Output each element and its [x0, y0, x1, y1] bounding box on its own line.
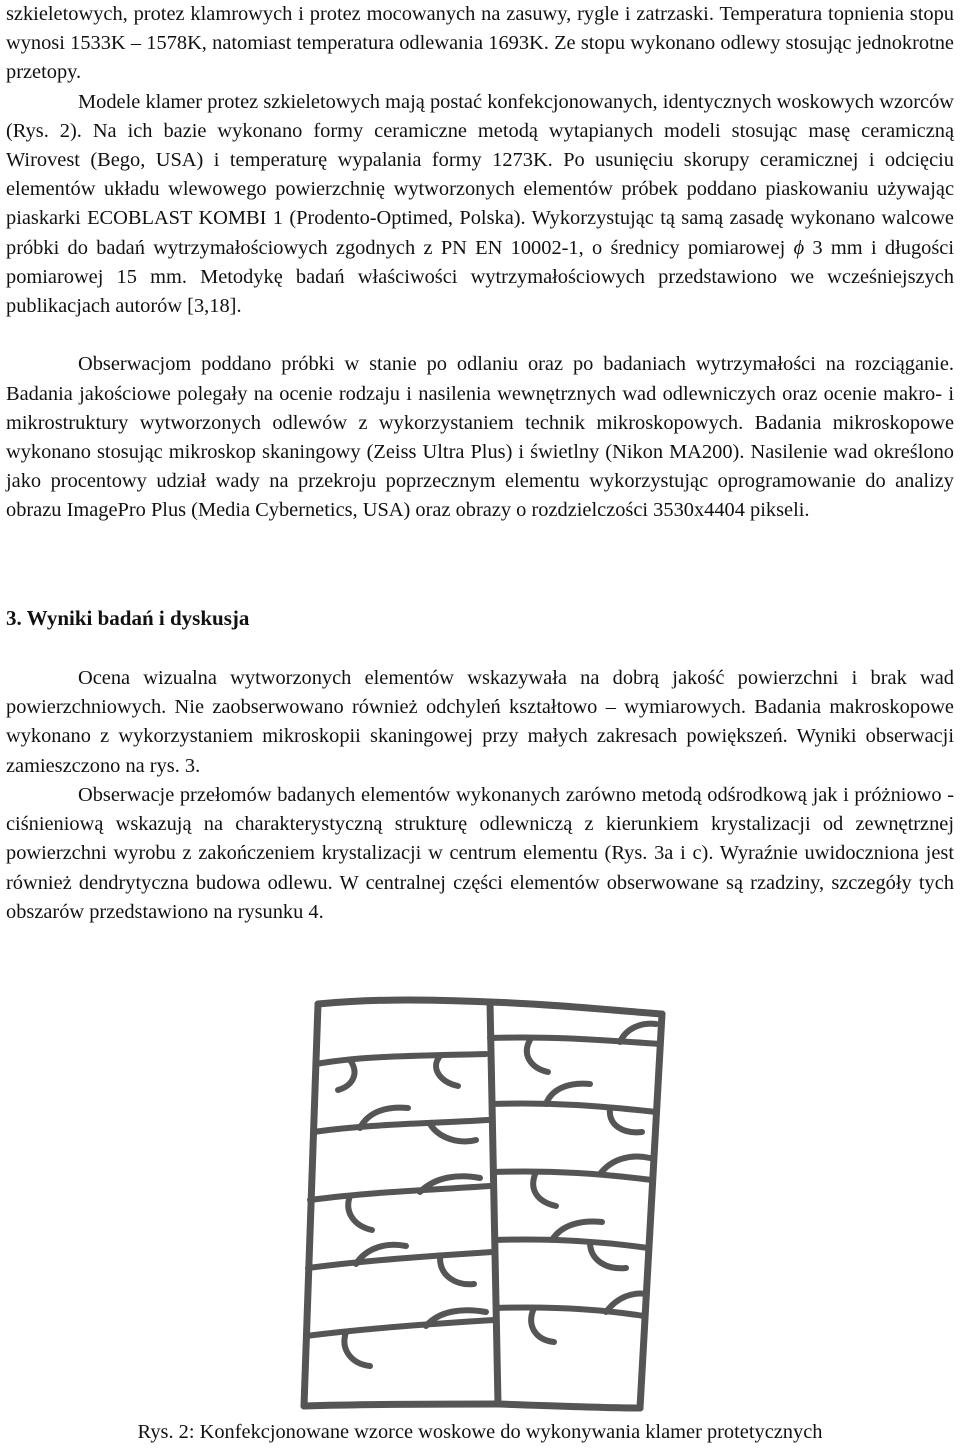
- middle-sprue: [490, 1002, 498, 1404]
- phi-symbol: ϕ: [793, 236, 805, 259]
- right-sprue: [640, 1014, 662, 1408]
- figure-caption: Rys. 2: Konfekcjonowane wzorce woskowe do wykonywania klamer protetycznych: [137, 1421, 823, 1443]
- paragraph-visual-assessment: Ocena wizualna wytworzonych elementów wskazywała na dobrą jakość powierzchni i brak wad powierzchniowych. Nie zaobserwowano również odchyleń kształtowo – wymiarowych. Badania makroskopowe wykonano z wykorzystaniem mikroskopii skaningowej przy małych zakresach powiększeń. Wyniki obserwacji zamieszczono na rys. 3.: [6, 667, 954, 777]
- paragraph-alloy-properties: szkieletowych, protez klamrowych i protez mocowanych na zasuwy, rygle i zatrzaski. Temperatura topnienia stopu wynosi 1533K – 1578K, natomiast temperatura odlewania 1693K. Ze stopu wykonano odlewy stosując jednokrotne przetopy.: [6, 3, 954, 84]
- figure-wax-clasp-patterns: [290, 994, 676, 1412]
- paragraph-fracture-observations: Obserwacje przełomów badanych elementów wykonanych zarówno metodą odśrodkową jak i próżniowo - ciśnieniową wskazują na charakterystyczną strukturę odlewniczą z kierunkiem krystalizacji od zewnętrznej powierzchni wyrobu z zakończeniem krystalizacji w centrum elementu (Rys. 3a i c). Wyraźnie uwidoczniona jest również dendrytyczna budowa odlewu. W centralnej części elementów obserwowane są rzadziny, szczegóły tych obszarów przedstawiono na rysunku 4.: [6, 784, 954, 923]
- paragraph-wax-patterns-text-b: 3 mm i długości pomiarowej 15 mm. Metodykę badań właściwości wytrzymałościowych przedstawiono we wcześniejszych publikacjach autorów [3,18].: [6, 236, 955, 318]
- paragraph-wax-patterns-text-a: Modele klamer protez szkieletowych mają postać konfekcjonowanych, identycznych woskowych wzorców (Rys. 2). Na ich bazie wykonano formy ceramiczne metodą wytapianych modeli stosując masę ceramiczną Wirovest (Bego, USA) i temperaturę wypalania formy 1273K. Po usunięciu skorupy ceramicznej i odcięciu elementów układu wlewowego powierzchnię wytworzonych elementów próbek poddano piaskowaniu używając piaskarki ECOBLAST KOMBI 1 (Prodento-Optimed, Polska). Wykorzystując tą samą zasadę wykonano walcowe próbki do badań wytrzymałościowych zgodnych z PN EN 10002-1, o średnicy pomiarowej: [6, 90, 954, 259]
- paragraph-wax-patterns: [6, 88, 954, 322]
- wax-clasp-patterns-image: [290, 994, 676, 1412]
- section-heading: 3. Wyniki badań i dyskusja: [6, 606, 250, 630]
- paragraph-observations: Obserwacjom poddano próbki w stanie po odlaniu oraz po badaniach wytrzymałości na rozciąganie. Badania jakościowe polegały na ocenie rodzaju i nasilenia wewnętrznych wad odlewniczych oraz ocenie makro- i mikrostruktury wytworzonych odlewów z wykorzystaniem technik mikroskopowych. Badania mikroskopowe wykonano stosując mikroskop skaningowy (Zeiss Ultra Plus) i świetlny (Nikon MA200). Nasilenie wad określono jako procentowy udział wady na przekroju poprzecznym elementu wykorzystując oprogramowanie do analizy obrazu ImagePro Plus (Media Cybernetics, USA) oraz obrazy o rozdzielczości 3530x4404 pikseli.: [6, 353, 954, 522]
